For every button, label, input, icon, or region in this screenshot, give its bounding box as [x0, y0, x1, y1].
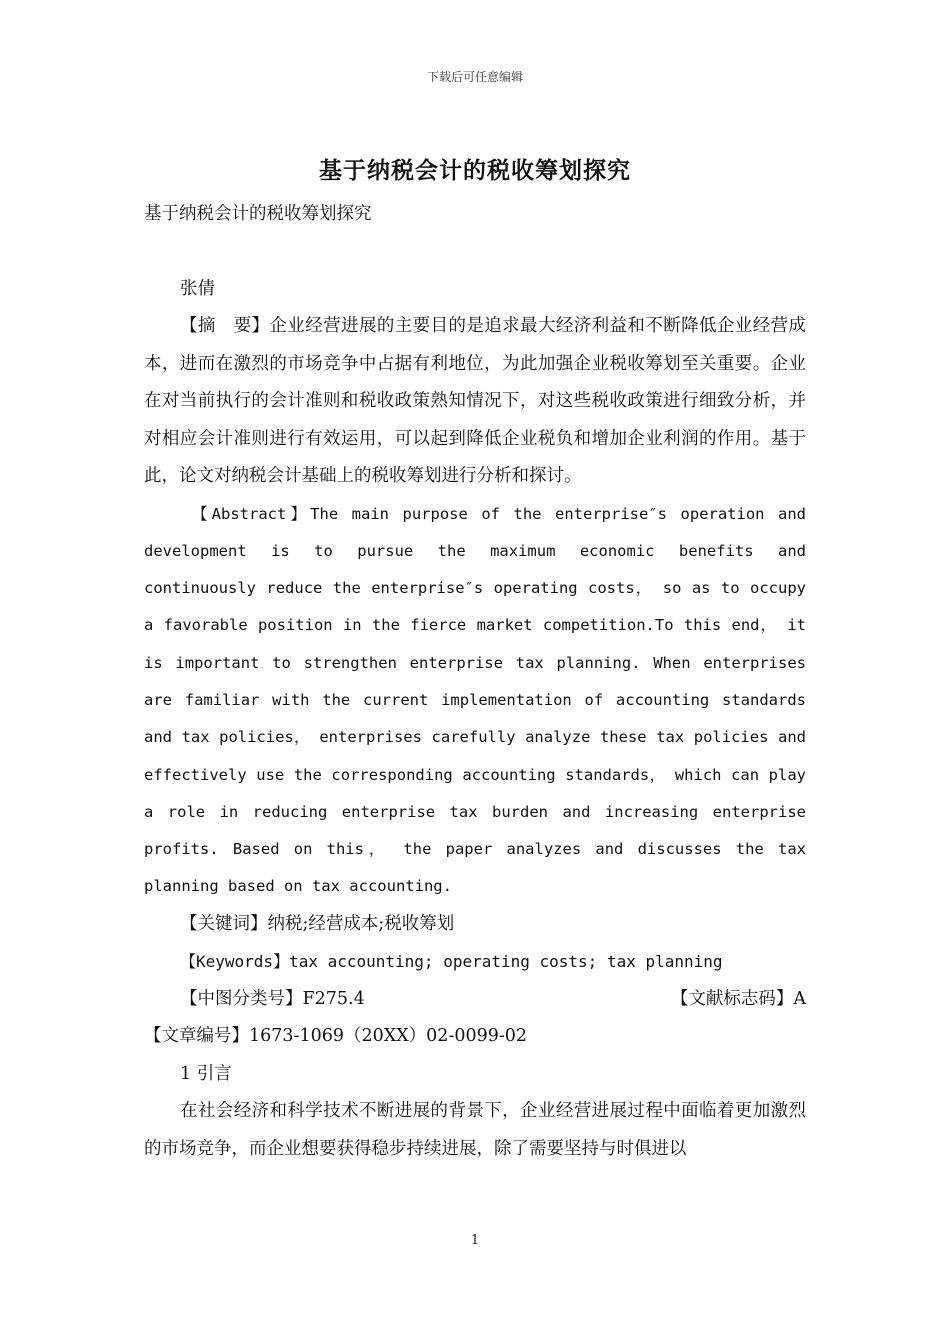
abstract-english: 【Abstract】The main purpose of the enterprise″s operation and development is to pursue the maximum economic benefits and continuously reduce the enterprise″s operating costs， so as to occupy a favorable position in the fierce market competition.To this end， it is important to strengthen enterprise tax planning. When enterprises are familiar with the current implementation of accounting standards and tax policies， enterprises carefully analyze these tax policies and effectively use the corresponding accounting standards， which can play a role in reducing enterprise tax burden and increasing enterprise profits. Based on this， the paper analyzes and discusses the tax planning based on tax accounting.	[144, 504, 806, 896]
keywords-english: 【Keywords】tax accounting; operating costs; tax planning	[180, 952, 723, 972]
document-title: 基于纳税会计的税收筹划探究	[319, 157, 631, 184]
spacer	[144, 234, 806, 271]
document-subtitle: 基于纳税会计的税收筹划探究	[144, 204, 372, 224]
keywords-chinese: 【关键词】纳税;经营成本;税收筹划	[180, 913, 455, 934]
intro-paragraph: 在社会经济和科学技术不断进展的背景下，企业经营进展过程中面临着更加激烈的市场竞争，而企业想要获得稳步持续进展，除了需要坚持与时俱进以	[144, 1101, 806, 1159]
document-code: 【文献标志码】A	[670, 988, 806, 1009]
author-name: 张倩	[180, 278, 215, 299]
article-number: 【文章编号】1673-1069（20XX）02-0099-02	[144, 1026, 528, 1047]
section-heading: 1 引言	[180, 1063, 232, 1084]
abstract-chinese: 【摘 要】企业经营进展的主要目的是追求最大经济利益和不断降低企业经营成本，进而在激烈的市场竞争中占据有利地位，为此加强企业税收筹划至关重要。企业在对当前执行的会计准则和税收政策熟知情况下，对这些税收政策进行细致分析，并对相应会计准则进行有效运用，可以起到降低企业税负和增加企业利润的作用。基于此，论文对纳税会计基础上的税收筹划进行分析和探讨。	[144, 316, 806, 486]
classification-row	[144, 981, 806, 1019]
page-header-note: 下载后可任意编辑	[426, 70, 523, 84]
page-number: 1	[470, 1233, 480, 1248]
document-body	[144, 196, 806, 1168]
classification-number: 【中图分类号】F275.4	[180, 988, 365, 1009]
